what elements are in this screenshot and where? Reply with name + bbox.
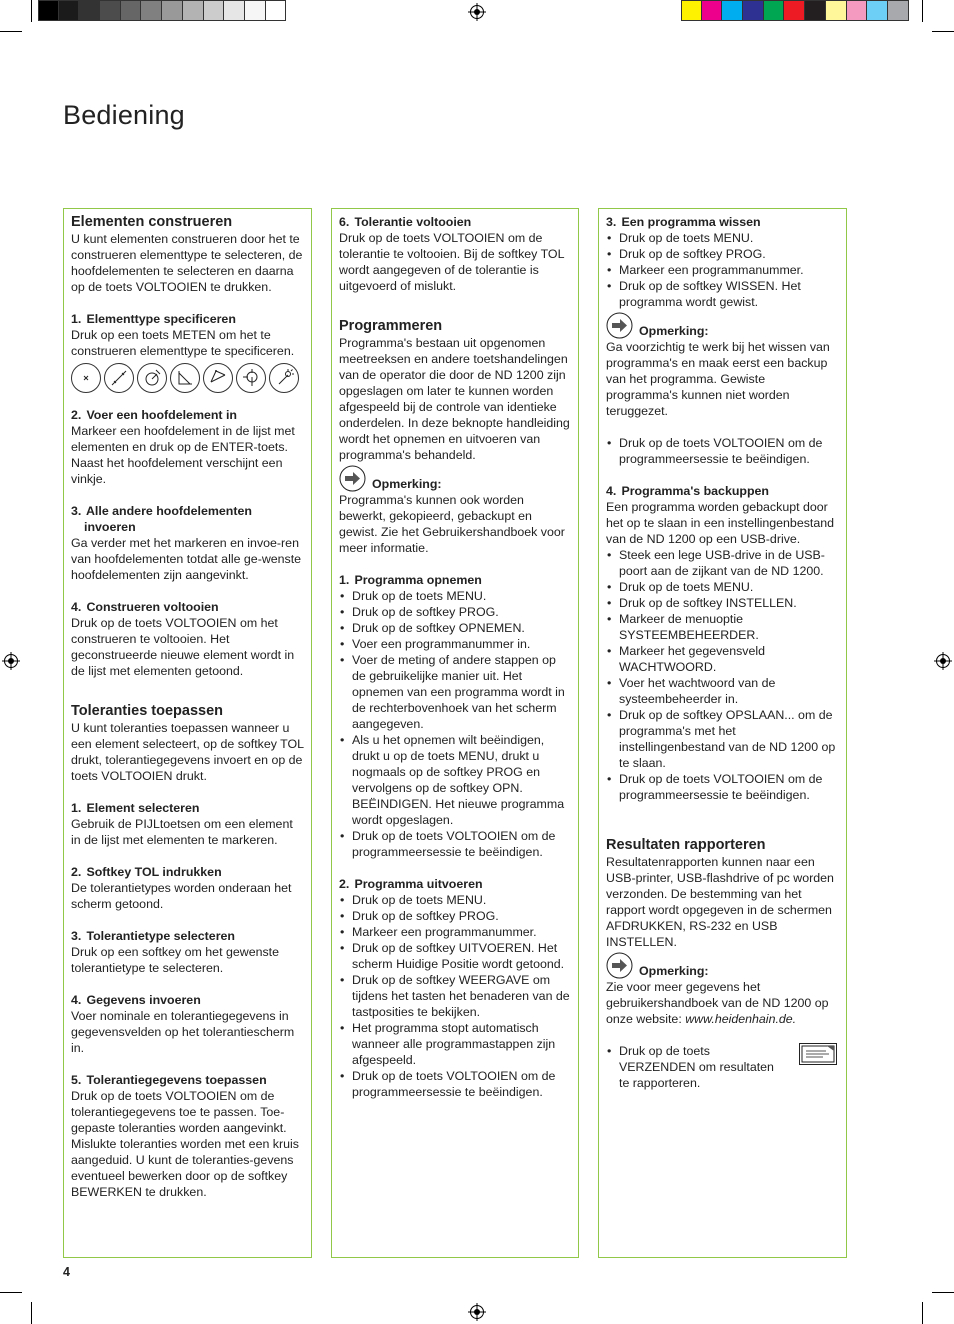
construct-intro: U kunt elementen construeren door het te construeren elementtype te selecteren, de hoofdelementen te selecteren en daarna op de toets VOLTOOIEN te drukken.: [71, 232, 303, 294]
color-swatch: [888, 0, 909, 21]
angle-icon: [170, 363, 200, 393]
step-heading: 1. Element selecteren: [71, 801, 200, 815]
registration-mark-icon: [934, 652, 952, 670]
list-item: • Druk op de toets VOLTOOIEN om de programmeersessie te beëindigen.: [606, 771, 839, 803]
step-text: Ga verder met het markeren en invoe-ren van hoofdelementen totdat alle ge-wenste hoofdelementen zijn aangevinkt.: [71, 536, 302, 582]
section-title-results: Resultaten rapporteren: [606, 837, 766, 853]
crop-mark: [0, 31, 22, 32]
column-program-management: [598, 208, 847, 1258]
tolerance-intro: U kunt toleranties toepassen wanneer u een element selecteert, op de softkey TOL drukt, tolerantiegegevens invoert en op de toets VOLTOOIEN drukt.: [71, 721, 304, 783]
step-heading: 3. Tolerantietype selecteren: [71, 929, 235, 943]
gray-swatch: [100, 0, 121, 21]
list-item: • Markeer het gegevensveld WACHTWOORD.: [606, 643, 839, 675]
gray-calibration-bar: [38, 0, 286, 21]
note-heading: Opmerking:: [339, 465, 571, 492]
list-item: • Druk op de softkey UITVOEREN. Het scherm Huidige Positie wordt getoond.: [339, 940, 571, 972]
distance-icon: [203, 363, 233, 393]
step-text: Druk op een softkey om het gewenste tolerantietype te selecteren.: [71, 945, 280, 975]
send-results-row: [606, 1043, 839, 1091]
list-item: • Druk op de toets MENU.: [339, 588, 571, 604]
step-heading: 3. Een programma wissen: [606, 215, 761, 229]
list-item: • Druk op de softkey OPSLAAN... om de programma's met het instellingenbestand van de ND 1200 op te slaan.: [606, 707, 839, 771]
list-item: • Druk op de softkey OPNEMEN.: [339, 620, 571, 636]
color-swatch: [847, 0, 868, 21]
gray-swatch: [59, 0, 80, 21]
crop-mark: [0, 1292, 22, 1293]
note-heading: Opmerking:: [606, 952, 839, 979]
programming-intro: Programma's bestaan uit opgenomen meetreeksen en andere toetshandelingen van de operator die door de ND 1200 zijn opgeslagen om later te kunnen worden afgespeeld bij de controle van identieke onderdelen. In deze beknopte handleiding wordt het opnemen en uitvoeren van programma's behandeld.: [339, 336, 570, 462]
color-swatch: [805, 0, 826, 21]
note-text: Zie voor meer gegevens het gebruikershandboek van de ND 1200 op onze website: www.heidenhain.de.: [606, 980, 829, 1026]
arrow-right-icon: [339, 465, 366, 492]
step-heading: 1. Elementtype specificeren: [71, 312, 236, 326]
list-item: • Druk op de toets VOLTOOIEN om de programmeersessie te beëindigen.: [339, 1068, 571, 1100]
list-item: • Markeer de menuoptie SYSTEEMBEHEERDER.: [606, 611, 839, 643]
gray-swatch: [121, 0, 142, 21]
gray-swatch: [245, 0, 266, 21]
arrow-right-icon: [606, 952, 633, 979]
crop-mark: [922, 1302, 923, 1324]
step-heading: 2. Programma uitvoeren: [339, 877, 483, 891]
backup-program-steps: [606, 547, 839, 803]
color-swatch: [826, 0, 847, 21]
gray-swatch: [162, 0, 183, 21]
list-item: • Druk op de toets VOLTOOIEN om de programmeersessie te beëindigen.: [339, 828, 571, 860]
list-item: • Druk op de toets VERZENDEN om resultaten te rapporteren.: [606, 1043, 781, 1091]
section-title-programming: Programmeren: [339, 318, 443, 334]
gray-swatch: [141, 0, 162, 21]
color-swatch: [764, 0, 785, 21]
color-swatch: [784, 0, 805, 21]
gray-swatch: [266, 0, 287, 21]
step-heading: 3. Alle andere hoofdelementen invoeren: [71, 504, 252, 534]
crop-mark: [932, 31, 954, 32]
list-item: • Druk op de softkey WISSEN. Het programma wordt gewist.: [606, 278, 839, 310]
color-swatch: [867, 0, 888, 21]
line-icon: [104, 363, 134, 393]
step-heading: 2. Softkey TOL indrukken: [71, 865, 222, 879]
step-text: Gebruik de PIJLtoetsen om een element in de lijst met elementen te markeren.: [71, 817, 293, 847]
list-item: • Voer de meting of andere stappen op de gebruikelijke manier uit. Het opnemen van een programma wordt in de rechterbovenhoek van het scherm aangegeven.: [339, 652, 571, 732]
gray-swatch: [183, 0, 204, 21]
gray-swatch: [204, 0, 225, 21]
page-title: Bediening: [63, 100, 185, 130]
section-title-construct: Elementen construeren: [71, 214, 233, 230]
step-heading: 1. Programma opnemen: [339, 573, 482, 587]
registration-mark-icon: [468, 1303, 486, 1321]
crop-mark: [31, 1302, 32, 1324]
point-icon: [71, 363, 101, 393]
step-heading: 2. Voer een hoofdelement in: [71, 408, 237, 422]
color-calibration-bar: [681, 0, 909, 21]
color-swatch: [681, 0, 702, 21]
color-swatch: [702, 0, 723, 21]
delete-program-final-step: [606, 435, 839, 467]
list-item: • Druk op de toets MENU.: [339, 892, 571, 908]
step-text: Druk op de toets VOLTOOIEN om de tolerantie te voltooien. Bij de softkey TOL wordt aangegeven of de tolerantie is uitgevoerd of mislukt.: [339, 231, 564, 293]
gray-swatch: [224, 0, 245, 21]
results-text: Resultatenrapporten kunnen naar een USB-printer, USB-flashdrive of pc worden verzonden. De bestemming van het rapport wordt opgegeven in de schermen AFDRUKKEN, RS-232 en USB INSTELLEN.: [606, 855, 834, 949]
crop-mark: [922, 0, 923, 22]
arc-icon: [236, 363, 266, 393]
send-results-step: [606, 1043, 781, 1091]
delete-program-steps: [606, 230, 839, 310]
element-type-icons: [71, 363, 304, 393]
list-item: • Steek een lege USB-drive in de USB-poort aan de zijkant van de ND 1200.: [606, 547, 839, 579]
column-construct-tolerance: [63, 208, 312, 1258]
circle-icon: [137, 363, 167, 393]
list-item: • Als u het opnemen wilt beëindigen, drukt u op de toets MENU, drukt u nogmaals op de softkey PROG en vervolgens op de softkey OPN. BEËINDIGEN. Het nieuwe programma wordt opgeslagen.: [339, 732, 571, 828]
run-program-steps: [339, 892, 571, 1100]
step-text: Markeer een hoofdelement in de lijst met elementen en druk op de ENTER-toets. Naast het hoofdelement verschijnt een vinkje.: [71, 424, 295, 486]
note-text: Programma's kunnen ook worden bewerkt, gekopieerd, gebackupt en gewist. Zie het Gebruikershandboek voor meer informatie.: [339, 493, 565, 555]
registration-mark-icon: [2, 652, 20, 670]
gray-swatch: [79, 0, 100, 21]
step-text: Druk op een toets METEN om het te construeren elementtype te specificeren.: [71, 328, 295, 358]
list-item: • Markeer een programmanummer.: [606, 262, 839, 278]
step-text: De tolerantietypes worden onderaan het scherm getoond.: [71, 881, 292, 911]
list-item: • Druk op de softkey INSTELLEN.: [606, 595, 839, 611]
list-item: • Markeer een programmanummer.: [339, 924, 571, 940]
section-title-tolerance: Toleranties toepassen: [71, 703, 224, 719]
list-item: • Druk op de toets VOLTOOIEN om de programmeersessie te beëindigen.: [606, 435, 839, 467]
step-heading: 6. Tolerantie voltooien: [339, 215, 472, 229]
record-program-steps: [339, 588, 571, 860]
origin-icon: [269, 363, 299, 393]
list-item: • Voer een programmanummer in.: [339, 636, 571, 652]
list-item: • Het programma stopt automatisch wanneer alle programmastappen zijn afgespeeld.: [339, 1020, 571, 1068]
note-heading: Opmerking:: [606, 312, 839, 339]
step-heading: 4. Programma's backuppen: [606, 484, 770, 498]
send-key-icon: [799, 1043, 837, 1065]
step-heading: 4. Gegevens invoeren: [71, 993, 201, 1007]
step-text: Een programma worden gebackupt door het op te slaan in een instellingenbestand van de ND 1200 op een USB-drive.: [606, 500, 835, 546]
gray-swatch: [38, 0, 59, 21]
list-item: • Druk op de softkey PROG.: [339, 604, 571, 620]
list-item: • Druk op de softkey WEERGAVE om tijdens het tasten het benaderen van de tastposities te bekijken.: [339, 972, 571, 1020]
color-swatch: [722, 0, 743, 21]
list-item: • Druk op de softkey PROG.: [606, 246, 839, 262]
list-item: • Druk op de toets MENU.: [606, 230, 839, 246]
registration-mark-icon: [468, 3, 486, 21]
list-item: • Voer het wachtwoord van de systeembeheerder in.: [606, 675, 839, 707]
page-number: 4: [63, 1265, 70, 1279]
arrow-right-icon: [606, 312, 633, 339]
list-item: • Druk op de softkey PROG.: [339, 908, 571, 924]
step-text: Voer nominale en tolerantiegegevens in gegevensvelden op het tolerantiescherm in.: [71, 1009, 295, 1055]
crop-mark: [31, 0, 32, 22]
step-heading: 5. Tolerantiegegevens toepassen: [71, 1073, 267, 1087]
list-item: • Druk op de toets MENU.: [606, 579, 839, 595]
website-link[interactable]: www.heidenhain.de.: [685, 1012, 797, 1026]
step-heading: 4. Construeren voltooien: [71, 600, 219, 614]
step-text: Druk op de toets VOLTOOIEN om het construeren te voltooien. Het geconstrueerde nieuwe element wordt in de lijst met elementen getoond.: [71, 616, 295, 678]
crop-mark: [932, 1292, 954, 1293]
color-swatch: [743, 0, 764, 21]
step-text: Druk op de toets VOLTOOIEN om de tolerantiegegevens toe te passen. Toe-gepaste toleranties worden aangevinkt. Mislukte toleranties worden met een kruis aangeduid. U kunt de toleranties-gevens eventueel bewerken door op de softkey BEWERKEN te drukken.: [71, 1089, 299, 1199]
note-text: Ga voorzichtig te werk bij het wissen van programma's en maak eerst een backup van het programma. Gewiste programma's kunnen niet worden teruggezet.: [606, 340, 830, 418]
column-programming: [331, 208, 579, 1258]
